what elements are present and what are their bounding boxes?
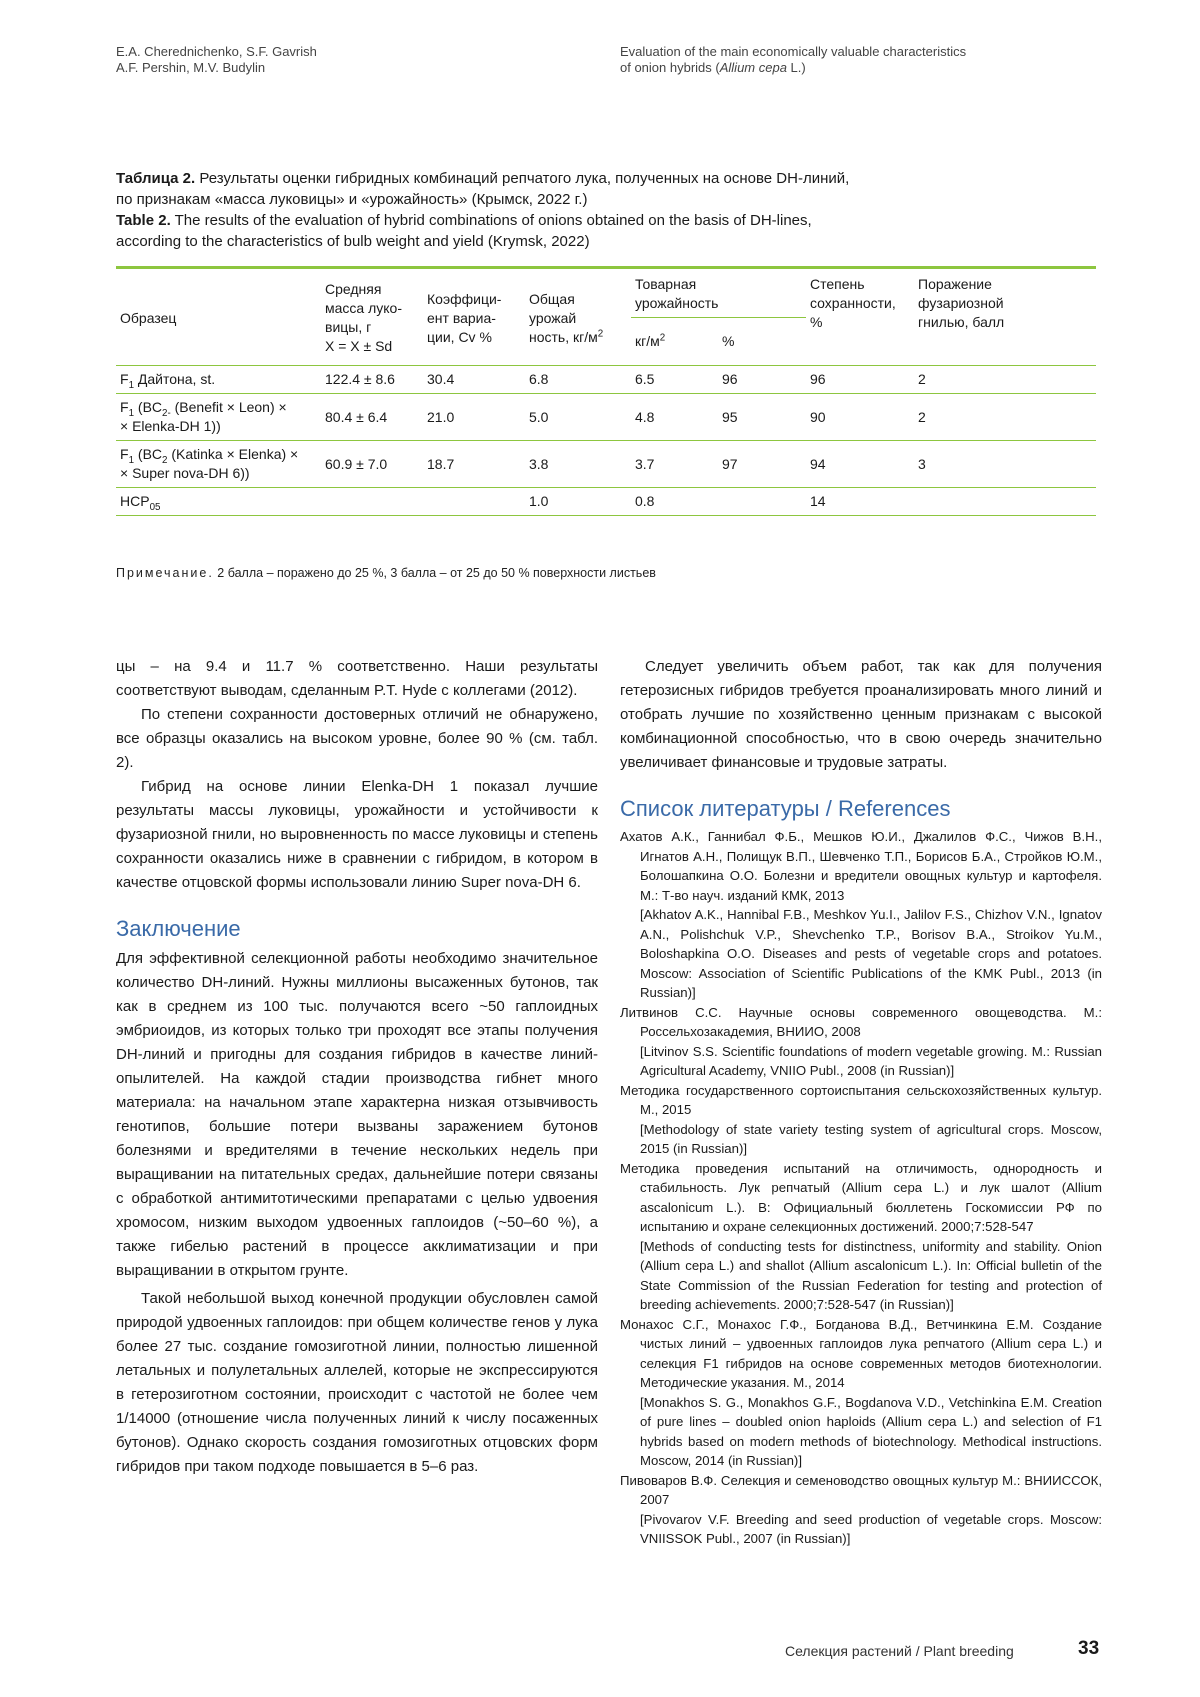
cell-sample: $F_1$ ($BC_{2-}$ (Benefit × Leon) × × Elenka-DH 1)) (120, 399, 287, 434)
paragraph: Такой небольшой выход конечной продукции обусловлен самой природой удвоенных гаплоидов: при общем количестве генов у лука более 27 тыс. создание гомозиготной линии, полностью лишенной летальных и полулетальных аллелей, которые не экспрессируются в гетерозиготном состоянии, происходит с частотой не более чем 1/14000 (отношение числа полученных линий к числу посаженных бутонов). Однако скорость создания гомозиготных отцовских форм гибридов при таком подходе повышается в 5–6 раз. (116, 1290, 598, 1475)
cell-pres: 94 (810, 455, 826, 472)
header-preservation: Степень сохранности, % (810, 276, 896, 330)
cell-cv: 30.4 (427, 371, 455, 387)
section-title-references: Список литературы / References (620, 796, 951, 821)
section-title-conclusion: Заключение (116, 916, 241, 941)
caption-ru-line-2: по признакам «масса луковицы» и «урожайность» (Крымск, 2022 г.) (116, 191, 588, 208)
caption-en-line-2: according to the characteristics of bulb weight and yield (Krymsk, 2022) (116, 233, 590, 250)
reference-item: Литвинов С.С. Научные основы современного овощеводства. М.: Россельхозакадемия, ВНИИО, 2008 [Litvinov S.S. Scientific foundations of modern vegetable growing. M.: Russian Agricultural Academy, VNIIO Publ., 2008 (in Russian)] (620, 1004, 1102, 1078)
reference-item: Методика государственного сортоиспытания сельскохозяйственных культур. М., 2015 [Methodology of state variety testing system of agricultural crops. Moscow, 2015 (in Russian)] (620, 1082, 1102, 1156)
cell-mass: 122.4 ± 8.6 (325, 371, 395, 387)
running-header-authors (116, 44, 317, 76)
paragraph: Следует увеличить объем работ, так как для получения гетерозисных гибридов требуется проанализировать много линий и отобрать лучшие по хозяйственно ценным признакам с высокой комбинационной способностью, что в свою очередь значительно увеличивает финансовые и трудовые затраты. (620, 658, 1102, 771)
reference-item: Ахатов А.К., Ганнибал Ф.Б., Мешков Ю.И., Джалилов Ф.С., Чижов В.Н., Игнатов А.Н., Полищук В.П., Шевченко Т.П., Борисов Б.А., Стройков Ю.М., Болошапкина О.О. Болезни и вредители овощных культур и картофеля. М.: Т-во науч. изданий КМК, 2013 [Akhatov A.K., Hannibal F.B., Meshkov Yu.I., Jalilov F.S., Chizhov V.N., Ignatov A.N., Polishchuk V.P., Shevchenko T.P., Borisov B.A., Stroikov Yu.M., Boloshapkina O.O. Diseases and pests of vegetable crops and potatoes. Moscow: Association of Scientific Publications of the KMK Publ., 2013 (in Russian)] (620, 829, 1102, 1000)
header-percent: % (722, 333, 735, 349)
header-mass: Средняя масса луко- вицы, г X = X ± Sd (325, 281, 402, 354)
paragraph: Для эффективной селекционной работы необходимо значительное количество DH-линий. Нужны миллионы высаженных бутонов, так как в среднем из 100 тыс. получаются всего ~50 гаплоидных эмбриоидов, из которых только три проходят все этапы получения DH-линий и пригодны для создания гибридов в качестве линий-опылителей. На каждой стадии производства гибнет много материала: на начальном этапе характерна низкая отзывчивость генотипов, большие потери вызваны заражением бутонов болезнями и вредителями в течение нескольких недель при выращивании на питательных средах, дальнейшие потери связаны с обработкой антимитотическими препаратами с целью удвоения хромосом, низким выходом удвоенных гаплоидов (~50–60 %), а также гибелью растений в процессе акклиматизации и при выращивании в открытом грунте. (116, 950, 598, 1279)
running-header-title (620, 44, 966, 76)
header-fusarium: Поражение фузариозной гнилью, балл (918, 276, 1005, 330)
cell-pct: 96 (722, 371, 738, 387)
cell-fus: 2 (918, 371, 926, 387)
authors-line-1: E.A. Cherednichenko, S.F. Gavrish (116, 44, 317, 59)
left-column (116, 655, 598, 1479)
cell-fus (914, 488, 1096, 516)
cell-cv (423, 488, 525, 516)
title-line-1: Evaluation of the main economically valuable characteristics (620, 44, 967, 59)
header-marketable-yield: Товарная урожайность (631, 268, 806, 318)
page-number: 33 (1078, 1638, 1100, 1659)
cell-pct (718, 488, 806, 516)
cell-pct: 95 (722, 408, 738, 425)
cell-sample: $F_1$ ($BC_2$ (Katinka × Elenka) × × Super nova-DH 6)) (120, 446, 299, 481)
cell-mass: 80.4 ± 6.4 (325, 408, 388, 425)
right-column (620, 655, 1102, 1549)
cell-total: 6.8 (529, 371, 549, 387)
reference-list (620, 827, 1102, 1549)
cell-total: 3.8 (529, 455, 549, 472)
caption-ru-line-1: Таблица 2. Результаты оценки гибридных комбинаций репчатого лука, полученных на основе DH-линий, (116, 170, 850, 187)
cell-total: 5.0 (529, 408, 549, 425)
header-kg-m2: $кг/м^2$ (635, 332, 666, 349)
cell-kg: 0.8 (635, 493, 655, 509)
authors-line-2: A.F. Pershin, M.V. Budylin (116, 60, 266, 75)
note-label: Примечание. (116, 566, 214, 580)
journal-footer: Селекция растений / Plant breeding (785, 1643, 1014, 1659)
table-caption (116, 168, 1096, 252)
title-line-2: of onion hybrids (Allium cepa L.) (620, 60, 806, 75)
cell-mass: 60.9 ± 7.0 (325, 455, 388, 472)
cell-sample: $НСР_{05}$ (120, 493, 161, 513)
cell-mass (321, 488, 423, 516)
paragraph: Гибрид на основе линии Elenka-DH 1 показал лучшие результаты массы луковицы, урожайности и устойчивости к фузариозной гнили, но выровненность по массе луковицы и степень сохранности оказались ниже в сравнении с гибридом, в котором в качестве отцовской формы использовали линию Super nova-DH 6. (116, 778, 598, 891)
cell-pres: 14 (810, 493, 826, 509)
header-sample: Образец (120, 309, 177, 326)
reference-item: Методика проведения испытаний на отличимость, однородность и стабильность. Лук репчатый (Allium cepa L.) и лук шалот (Allium ascalonicum L.). В: Официальный бюллетень Госкомиссии РФ по испытанию и охране селекционных достижений. 2000;7:528-547 [Methods of conducting tests for distinctness, uniformity and stability. Onion (Allium cepa L.) and shallot (Allium ascalonicum L.). In: Official bulletin of the State Commission of the Russian Federation for testing and protection of breeding achievements. 2000;7:528-547 (in Russian)] (620, 1160, 1102, 1312)
cell-kg: 3.7 (635, 455, 655, 472)
paragraph: цы – на 9.4 и 11.7 % соответственно. Наши результаты соответствуют выводам, сделанным P.T. Hyde с коллегами (2012). (116, 658, 598, 699)
cell-fus: 2 (918, 408, 926, 425)
reference-item: Пивоваров В.Ф. Селекция и семеноводство овощных культур М.: ВНИИССОК, 2007 [Pivovarov V.F. Breeding and seed production of vegetable crops. Moscow: VNIISSOK Publ., 2007 (in Russian)] (620, 1472, 1102, 1546)
paragraph: По степени сохранности достоверных отличий не обнаружено, все образцы оказались на высоком уровне, более 90 % (см. табл. 2). (116, 706, 598, 771)
table-row (116, 394, 1096, 441)
cell-pct: 97 (722, 455, 738, 472)
table-note (116, 566, 656, 580)
cell-total: 1.0 (529, 493, 549, 509)
reference-item: Монахос С.Г., Монахос Г.Ф., Богданова В.Д., Ветчинкина Е.М. Создание чистых линий – удвоенных гаплоидов лука репчатого (Allium cepa L.) и селекция F1 гибридов на основе современных методов биотехнологии. Методические указания. М., 2014 [Monakhos S. G., Monakhos G.F., Bogdanova V.D., Vetchinkina E.M. Creation of pure lines – doubled onion haploids (Allium cepa L.) and selection of F1 hybrids based on modern methods of biotechnology. Methodical instructions. Moscow, 2014 (in Russian)] (620, 1316, 1102, 1468)
cell-cv: 21.0 (427, 408, 455, 425)
table-row (116, 441, 1096, 488)
cell-fus: 3 (918, 455, 926, 472)
cell-pres: 96 (810, 371, 826, 387)
header-cv: Коэффици- ент вариа- ции, Cv % (427, 290, 502, 345)
header-total-yield: Общая урожай ность, $кг/м^2$ (529, 290, 604, 345)
cell-kg: 4.8 (635, 408, 655, 425)
cell-sample: $F_1$ Дайтона, st. (120, 371, 216, 391)
caption-en-line-1: Table 2. The results of the evaluation of hybrid combinations of onions obtained on the basis of DH-lines, (116, 212, 812, 229)
table-row (116, 366, 1096, 394)
results-table (116, 266, 1096, 516)
note-text: 2 балла – поражено до 25 %, 3 балла – от 25 до 50 % поверхности листьев (213, 566, 656, 580)
table-row-lsd (116, 488, 1096, 516)
cell-kg: 6.5 (635, 371, 655, 387)
cell-pres: 90 (810, 408, 826, 425)
cell-cv: 18.7 (427, 455, 455, 472)
